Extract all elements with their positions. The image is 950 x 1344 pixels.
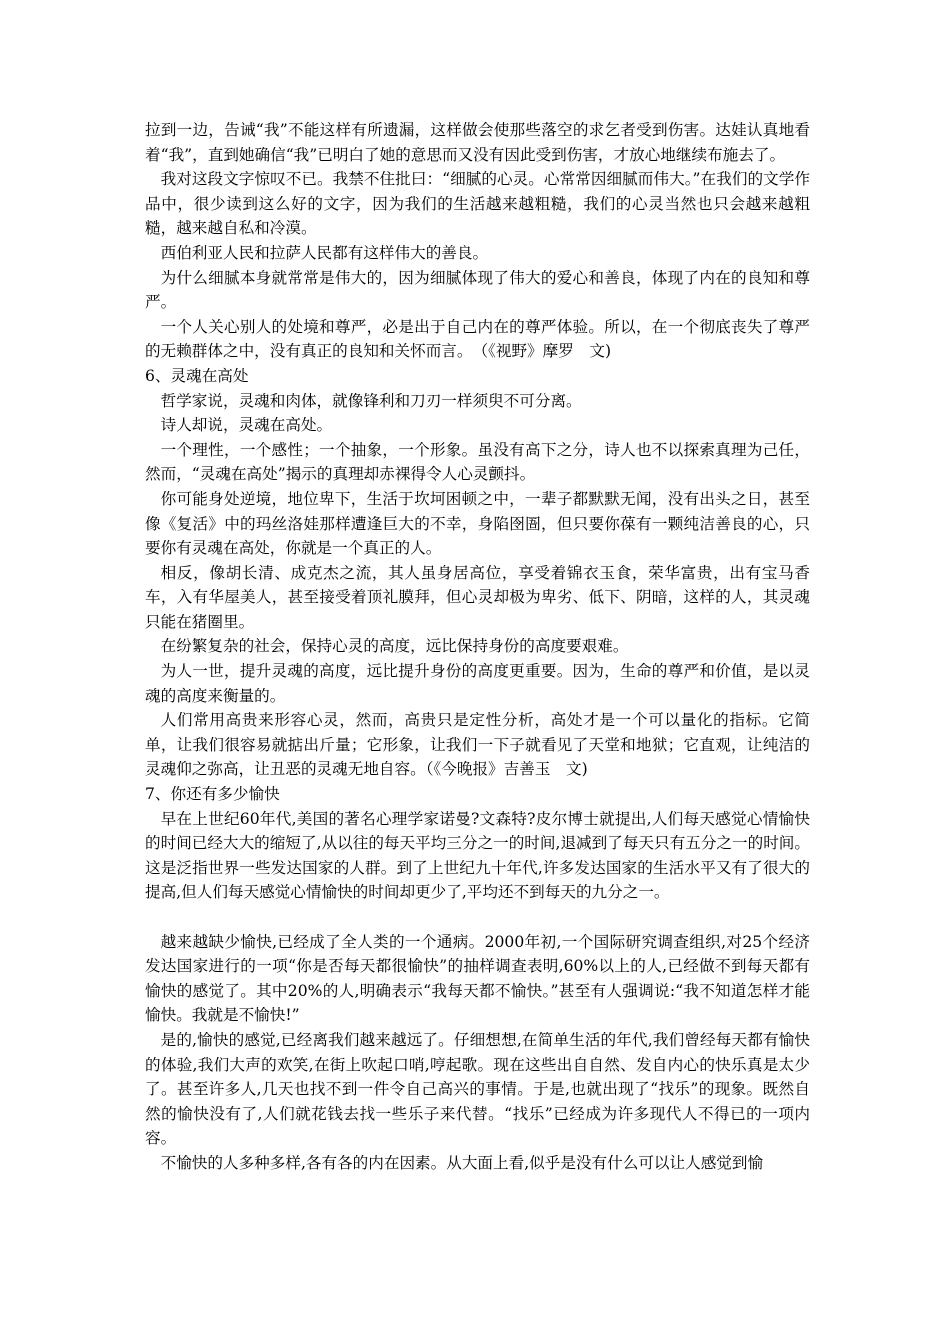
- paragraph: 早在上世纪60年代,美国的著名心理学家诺曼?文森特?皮尔博士就提出,人们每天感觉心情愉快的时间已经大大的缩短了,从以往的每天平均三分之一的时间,退减到了每天只有五分之一的时间。这是泛指世界一些发达国家的人群。到了上世纪九十年代,许多发达国家的生活水平又有了很大的提高,但人们每天感觉心情愉快的时间却更少了,平均还不到每天的九分之一。: [145, 809, 810, 902]
- paragraph: 在纷繁复杂的社会，保持心灵的高度，远比保持身份的高度要艰难。: [160, 637, 629, 656]
- paragraph: 你可能身处逆境，地位卑下，生活于坎坷困顿之中，一辈子都默默无闻，没有出头之日，甚至像《复活》中的玛丝洛娃那样遭逢巨大的不幸，身陷囹圄，但只要你葆有一颗纯洁善良的心，只要你有灵魂在高处，你就是一个真正的人。: [145, 489, 810, 558]
- paragraph: 拉到一边，告诫“我”不能这样有所遗漏，这样做会使那些落空的求乞者受到伤害。达娃认真地看着“我”，直到她确信“我”已明白了她的意思而又没有因此受到伤害，才放心地继续布施去了。: [145, 121, 810, 164]
- paragraph: 哲学家说，灵魂和肉体，就像锋利和刀刃一样须臾不可分离。: [160, 391, 582, 410]
- paragraph: 越来越缺少愉快,已经成了全人类的一个通病。2000年初,一个国际研究调查组织,对25个经济发达国家进行的一项“你是否每天都很愉快”的抽样调查表明,60%以上的人,已经做不到每天都有愉快的感觉了。其中20%的人,明确表示“我每天都不愉快。”甚至有人强调说:“我不知道怎样才能愉快。我就是不愉快!”: [145, 932, 810, 1025]
- paragraph: 为人一世，提升灵魂的高度，远比提升身份的高度更重要。因为，生命的尊严和价值，是以灵魂的高度来衡量的。: [145, 662, 810, 705]
- paragraph: 我对这段文字惊叹不已。我禁不住批曰：“细腻的心灵。心常常因细腻而伟大。”在我们的文学作品中，很少读到这么好的文字，因为我们的生活越来越粗糙，我们的心灵当然也只会越来越粗糙，越来越自私和冷漠。: [145, 170, 810, 238]
- blank-line: [145, 905, 810, 930]
- section-heading: 7、你还有多少愉快: [145, 785, 280, 804]
- section-heading: 6、灵魂在高处: [145, 366, 249, 385]
- paragraph: 相反，像胡长清、成克杰之流，其人虽身居高位，享受着锦衣玉食，荣华富贵，出有宝马香车，入有华屋美人，甚至接受着顶礼膜拜，但心灵却极为卑劣、低下、阴暗，这样的人，其灵魂只能在猪圈里。: [145, 563, 810, 631]
- document-page: [145, 118, 810, 1176]
- paragraph: 是的,愉快的感觉,已经离我们越来越远了。仔细想想,在简单生活的年代,我们曾经每天都有愉快的体验,我们大声的欢笑,在街上吹起口哨,哼起歌。现在这些出自自然、发自内心的快乐真是太少了。甚至许多人,几天也找不到一件令自己高兴的事情。于是,也就出现了“找乐”的现象。既然自然的愉快没有了,人们就花钱去找一些乐子来代替。“找乐”已经成为许多现代人不得已的一项内容。: [145, 1030, 810, 1148]
- paragraph: 不愉快的人多种多样,各有各的内在因素。从大面上看,似乎是没有什么可以让人感觉到愉: [160, 1153, 764, 1172]
- paragraph: 人们常用高贵来形容心灵，然而，高贵只是定性分析，高处才是一个可以量化的指标。它简单，让我们很容易就掂出斤量；它形象，让我们一下子就看见了天堂和地狱；它直观，让纯洁的灵魂仰之弥高，让丑恶的灵魂无地自容。（《今晚报》吉善玉 文): [145, 711, 810, 779]
- paragraph: 为什么细腻本身就常常是伟大的，因为细腻体现了伟大的爱心和善良，体现了内在的良知和尊严。: [145, 268, 810, 312]
- paragraph: 西伯利亚人民和拉萨人民都有这样伟大的善良。: [160, 243, 489, 262]
- paragraph: 诗人却说，灵魂在高处。: [160, 416, 333, 435]
- paragraph: 一个理性，一个感性；一个抽象，一个形象。虽没有高下之分，诗人也不以探索真理为己任，然而，“灵魂在高处”揭示的真理却赤裸得令人心灵颤抖。: [145, 440, 810, 484]
- paragraph: 一个人关心别人的处境和尊严，必是出于自己内在的尊严体验。所以，在一个彻底丧失了尊严的无赖群体之中，没有真正的良知和关怀而言。 （《视野》摩罗 文): [145, 317, 810, 361]
